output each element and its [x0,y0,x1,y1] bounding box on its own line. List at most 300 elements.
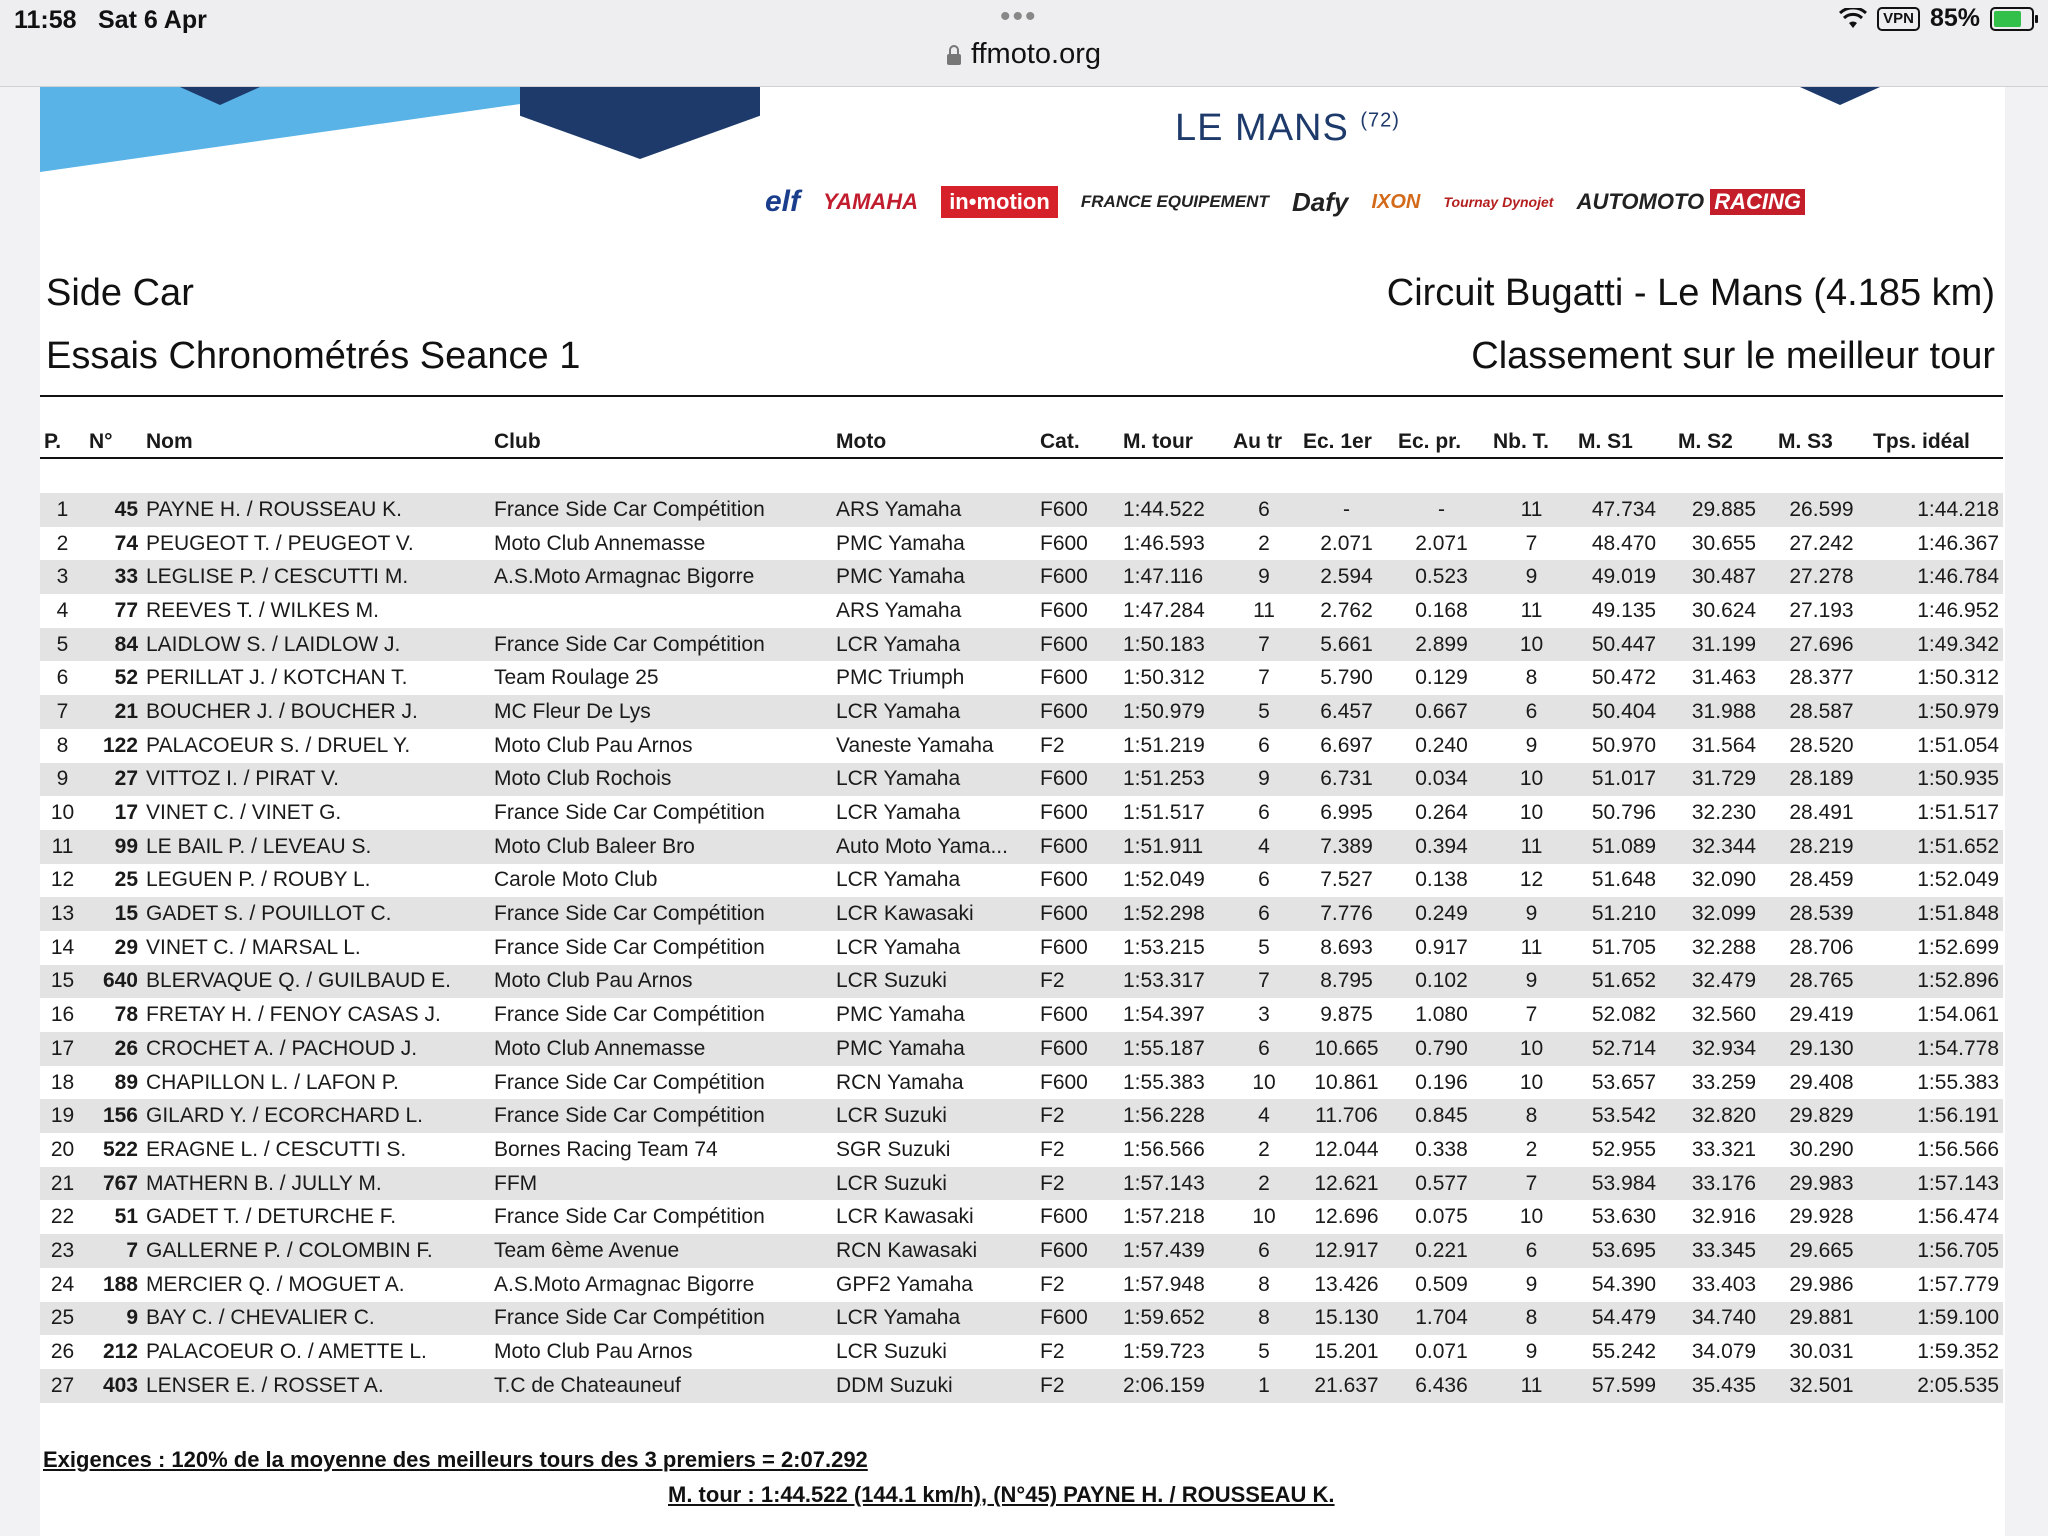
table-cell: 31.564 [1691,733,1757,757]
table-cell: 122 [102,733,138,757]
table-row [40,998,2003,1032]
table-cell: 53.657 [1591,1070,1657,1094]
table-cell: LEGLISE P. / CESCUTTI M. [142,560,490,594]
table-cell: 6.697 [1320,733,1373,757]
column-header: Cat. [1036,427,1119,458]
table-cell: 1:52.699 [1917,935,1999,959]
table-cell: 11 [40,830,85,864]
table-cell: 1:50.312 [1917,666,1999,690]
table-cell: CROCHET A. / PACHOUD J. [142,1032,490,1066]
table-cell: 25 [40,1302,85,1336]
table-row [40,1302,2003,1336]
table-cell: SGR Suzuki [836,1137,951,1161]
table-cell: 1:51.219 [1123,733,1205,757]
table-cell: 1:50.312 [1123,666,1205,690]
table-cell: F600 [1040,1070,1088,1094]
table-row [40,1032,2003,1066]
table-cell: France Side Car Compétition [494,1003,765,1027]
table-cell: 10 [1519,1205,1544,1229]
table-cell: 1:53.317 [1119,965,1229,999]
table-cell: 5 [1258,1340,1270,1364]
table-cell: 0.338 [1415,1137,1468,1161]
table-cell: 1:54.778 [1869,1032,2003,1066]
table-cell: 7 [1229,965,1299,999]
table-cell: 7 [1258,666,1270,690]
table-row [40,864,2003,898]
table-row [40,527,2003,561]
table-cell: F600 [1036,560,1119,594]
table-cell: F600 [1036,1032,1119,1066]
table-cell: MATHERN B. / JULLY M. [142,1167,490,1201]
table-cell: BAY C. / CHEVALIER C. [142,1302,490,1336]
table-row [40,594,2003,628]
table-cell: 12.044 [1314,1137,1379,1161]
sponsor-inmotion-logo: in•motion [941,186,1058,218]
table-cell: 30.624 [1691,598,1757,622]
table-cell: MERCIER Q. / MOGUET A. [146,1272,405,1296]
table-cell: 0.249 [1394,897,1489,931]
table-cell: Moto Club Annemasse [490,1032,832,1066]
table-cell: 28.706 [1789,935,1854,959]
column-header: Nom [142,427,490,458]
table-cell: 12.917 [1299,1234,1394,1268]
table-cell: F600 [1040,598,1088,622]
column-header: Ec. 1er [1299,427,1394,458]
table-row [40,1200,2003,1234]
table-cell: REEVES T. / WILKES M. [146,598,380,622]
table-cell: 15 [40,965,85,999]
table-cell: 5 [1229,695,1299,729]
table-cell: 6 [1489,1234,1574,1268]
table-cell: F600 [1040,1205,1088,1229]
table-cell: 1:57.143 [1119,1167,1229,1201]
table-cell: 1:57.779 [1917,1272,1999,1296]
table-cell: 12 [1519,868,1544,892]
table-cell: - [1299,493,1394,527]
superbike-logo [520,87,760,159]
table-cell: 9 [1525,1340,1538,1364]
sponsor-yamaha-logo: YAMAHA [823,189,919,214]
results-document [40,87,2005,1536]
status-time: 11:58 [14,6,77,34]
table-cell: 32.099 [1674,897,1774,931]
table-cell: 32.820 [1674,1099,1774,1133]
table-cell: 35.435 [1674,1369,1774,1403]
table-cell: PERILLAT J. / KOTCHAN T. [146,666,408,690]
table-cell: France Side Car Compétition [494,801,765,825]
table-cell: 27.193 [1789,598,1854,622]
vpn-badge: VPN [1877,7,1920,31]
table-cell: Moto Club Baleer Bro [490,830,832,864]
table-cell: 7 [40,695,85,729]
table-cell: 50.472 [1591,666,1657,690]
table-cell: F2 [1040,1137,1065,1161]
table-cell: 9 [1525,733,1538,757]
url-text: ffmoto.org [970,38,1102,70]
table-cell: 55.242 [1591,1340,1657,1364]
table-cell: 31.199 [1674,628,1774,662]
requirements-note: Exigences : 120% de la moyenne des meilleurs tours des 3 premiers = 2:07.292 [43,1447,868,1472]
table-cell: 8 [56,733,69,757]
table-cell: LE BAIL P. / LEVEAU S. [142,830,490,864]
table-cell: 1:52.049 [1123,868,1205,892]
table-cell: 89 [114,1070,138,1094]
table-cell: 32.288 [1691,935,1757,959]
table-cell: PALACOEUR O. / AMETTE L. [146,1340,427,1364]
best-lap-note: M. tour : 1:44.522 (144.1 km/h), (N°45) PAYNE H. / ROUSSEAU K. [668,1482,1335,1507]
table-cell: 8.693 [1320,935,1373,959]
table-cell: 6 [1229,897,1299,931]
table-cell: Moto Club Pau Arnos [490,965,832,999]
table-cell: 10 [1252,1070,1276,1094]
table-cell: Team 6ème Avenue [490,1234,832,1268]
table-cell: F600 [1040,666,1088,690]
table-cell: BLERVAQUE Q. / GUILBAUD E. [142,965,490,999]
table-cell: 28.539 [1774,897,1869,931]
table-cell: Auto Moto Yama... [832,830,1036,864]
table-cell: 4 [56,598,69,622]
table-cell: 1:51.517 [1917,801,1999,825]
table-cell: F600 [1040,868,1088,892]
table-cell: 0.394 [1394,830,1489,864]
table-cell: 17 [40,1032,85,1066]
table-cell: 1:52.896 [1869,965,2003,999]
race-category: Side Car [46,272,194,314]
table-cell: 5 [1258,935,1270,959]
table-cell: 29.983 [1774,1167,1869,1201]
table-cell: 0.034 [1394,763,1489,797]
table-cell: 9 [1229,763,1299,797]
table-cell: FRETAY H. / FENOY CASAS J. [146,1003,441,1027]
table-cell: 11 [1489,830,1574,864]
table-cell: 2 [1258,531,1270,555]
table-cell: 9 [1489,965,1574,999]
table-cell: 53.695 [1574,1234,1674,1268]
table-cell: 522 [102,1137,138,1161]
table-cell: 1:56.474 [1917,1205,1999,1229]
table-cell: 15.130 [1299,1302,1394,1336]
table-cell: 7 [1525,1003,1538,1027]
table-cell: F600 [1036,493,1119,527]
table-cell: 29.885 [1674,493,1774,527]
table-cell: 2.762 [1320,598,1373,622]
table-cell: 9 [1489,560,1574,594]
table-cell: 51 [114,1205,138,1229]
table-cell: 11 [1520,935,1543,959]
table-cell: 32.916 [1691,1205,1757,1229]
table-cell: 2 [1229,1167,1299,1201]
table-cell: ARS Yamaha [836,598,962,622]
table-cell: 50.404 [1574,695,1674,729]
table-cell: 34.740 [1674,1302,1774,1336]
table-cell: 1.704 [1394,1302,1489,1336]
table-cell: ERAGNE L. / CESCUTTI S. [146,1137,407,1161]
table-cell: 2.899 [1394,628,1489,662]
table-cell: 7 [1525,531,1538,555]
table-cell: 30.655 [1691,531,1757,555]
table-cell: 5.661 [1299,628,1394,662]
table-cell: 9 [85,1302,142,1336]
table-cell: 53.542 [1574,1099,1674,1133]
column-header: Ec. pr. [1394,427,1489,458]
table-cell: Moto Club Annemasse [494,531,706,555]
table-cell: 7.389 [1299,830,1394,864]
table-cell: 1:51.054 [1917,733,1999,757]
table-cell: 1:49.342 [1869,628,2003,662]
table-cell: LAIDLOW S. / LAIDLOW J. [142,628,490,662]
table-cell: 51.705 [1591,935,1657,959]
table-cell: 1:50.979 [1869,695,2003,729]
table-cell: 0.790 [1394,1032,1489,1066]
table-cell: 1:44.522 [1119,493,1229,527]
table-cell: 15.201 [1314,1340,1379,1364]
table-cell: 28.765 [1774,965,1869,999]
table-cell: 32.560 [1691,1003,1757,1027]
table-cell: 32.934 [1674,1032,1774,1066]
table-cell: 29.408 [1789,1070,1854,1094]
table-cell: 0.523 [1394,560,1489,594]
table-cell: 19 [40,1099,85,1133]
table-cell: 1:52.298 [1119,897,1229,931]
table-cell: 27.242 [1789,531,1854,555]
table-cell: 10.665 [1299,1032,1394,1066]
table-cell: 1:54.397 [1123,1003,1205,1027]
table-cell: Team Roulage 25 [494,666,659,690]
table-cell: 29.829 [1774,1099,1869,1133]
table-header-row [40,427,2003,458]
table-cell: LCR Yamaha [832,1302,1036,1336]
table-cell: A.S.Moto Armagnac Bigorre [494,1272,755,1296]
table-cell: 1:59.352 [1917,1340,1999,1364]
table-cell: 11 [1489,493,1574,527]
table-cell: 14 [50,935,75,959]
status-indicators [1839,4,2034,33]
table-cell: PEUGEOT T. / PEUGEOT V. [146,531,414,555]
table-cell: 1:50.183 [1119,628,1229,662]
table-cell: F2 [1036,1167,1119,1201]
table-cell: 33.403 [1691,1272,1757,1296]
table-cell: 1:44.218 [1869,493,2003,527]
table-cell: F2 [1040,1272,1065,1296]
table-cell: 52 [114,666,138,690]
table-cell: 1:46.593 [1123,531,1205,555]
table-cell: BOUCHER J. / BOUCHER J. [142,695,490,729]
table-cell: 1.080 [1415,1003,1468,1027]
table-cell [490,594,832,628]
table-cell: 57.599 [1574,1369,1674,1403]
table-row [40,1369,2003,1403]
table-cell: 6 [1258,733,1270,757]
table-cell: 1:50.935 [1869,763,2003,797]
table-cell: 32.090 [1691,868,1757,892]
table-cell: F600 [1036,1302,1119,1336]
table-cell: 11.706 [1299,1099,1394,1133]
table-cell: F600 [1040,1003,1088,1027]
table-cell: LCR Yamaha [836,801,961,825]
address-bar[interactable] [0,38,2048,71]
table-row [40,965,2003,999]
table-cell: 0.240 [1415,733,1468,757]
table-cell: 25 [114,868,138,892]
table-cell: 24 [50,1272,75,1296]
table-row [40,729,2003,763]
table-cell: 156 [85,1099,142,1133]
table-cell: 32.501 [1774,1369,1869,1403]
table-cell: DDM Suzuki [832,1369,1036,1403]
column-header: Club [490,427,832,458]
table-cell: 30.290 [1789,1137,1854,1161]
status-bar [0,0,2048,87]
table-cell: 0.845 [1394,1099,1489,1133]
status-date: Sat 6 Apr [98,6,207,34]
battery-percent: 85% [1929,4,1980,32]
table-cell: 48.470 [1591,531,1657,555]
table-cell: VINET C. / VINET G. [146,801,342,825]
table-cell: 8 [1489,1302,1574,1336]
table-cell: 29 [114,935,138,959]
ranking-basis: Classement sur le meilleur tour [1471,335,1995,377]
table-cell: LCR Yamaha [832,695,1036,729]
table-cell: 6 [1489,695,1574,729]
table-cell: 6 [1229,1032,1299,1066]
table-cell: 51.648 [1591,868,1657,892]
table-cell: FFM [490,1167,832,1201]
table-cell: 1:55.383 [1123,1070,1205,1094]
table-cell: 29.881 [1774,1302,1869,1336]
table-cell: France Side Car Compétition [494,1070,765,1094]
table-cell: VINET C. / MARSAL L. [146,935,361,959]
lock-icon [947,54,961,65]
table-cell: 33.321 [1691,1137,1757,1161]
table-cell: 22 [50,1205,75,1229]
table-row [40,661,2003,695]
table-cell: 7 [85,1234,142,1268]
table-cell: LCR Suzuki [832,1167,1036,1201]
sponsor-tournay-logo: Tournay Dynojet [1443,194,1554,210]
table-cell: GPF2 Yamaha [836,1272,973,1296]
table-cell: LCR Yamaha [836,868,961,892]
circuit-name: Circuit Bugatti - Le Mans (4.185 km) [1386,272,1995,314]
table-cell: 1:59.100 [1869,1302,2003,1336]
table-cell: 1:55.383 [1917,1070,1999,1094]
table-cell: LEGUEN P. / ROUBY L. [146,868,371,892]
table-cell: F600 [1040,935,1088,959]
table-cell: 0.577 [1394,1167,1489,1201]
table-cell: CHAPILLON L. / LAFON P. [146,1070,399,1094]
table-cell: 11 [1489,1369,1574,1403]
table-cell: 21.637 [1299,1369,1394,1403]
table-cell: 33.259 [1691,1070,1757,1094]
table-cell: A.S.Moto Armagnac Bigorre [490,560,832,594]
table-cell: 7.527 [1320,868,1373,892]
sponsor-ixon-logo: IXON [1371,190,1421,213]
table-cell: 99 [85,830,142,864]
table-cell: F2 [1040,1340,1065,1364]
multitask-dots-icon[interactable]: ••• [1000,0,1038,33]
table-cell: 7.776 [1299,897,1394,931]
table-cell: 11 [1520,598,1543,622]
table-cell: 29.665 [1774,1234,1869,1268]
table-cell: GADET T. / DETURCHE F. [146,1205,397,1229]
table-cell: 1:57.948 [1123,1272,1205,1296]
table-cell: 9 [1229,560,1299,594]
table-cell: 0.264 [1415,801,1468,825]
table-cell: PMC Triumph [836,666,965,690]
table-cell: 27 [85,763,142,797]
wifi-icon [1839,8,1867,30]
table-cell: 31.729 [1674,763,1774,797]
table-cell: F600 [1036,695,1119,729]
table-cell: 34.079 [1691,1340,1757,1364]
table-cell: 0.917 [1415,935,1468,959]
table-cell: 28.520 [1789,733,1854,757]
table-cell: 0.129 [1415,666,1468,690]
table-cell: 12 [50,868,75,892]
table-cell: France Side Car Compétition [490,1302,832,1336]
table-cell: 45 [85,493,142,527]
table-cell: 3 [40,560,85,594]
table-cell: 4 [1229,830,1299,864]
table-cell: 51.210 [1574,897,1674,931]
table-cell: F600 [1036,897,1119,931]
table-cell: RCN Yamaha [836,1070,964,1094]
table-cell: F2 [1036,1369,1119,1403]
table-cell: 84 [85,628,142,662]
table-cell: 49.135 [1591,598,1657,622]
column-header: N° [85,427,142,458]
table-cell: 51.017 [1574,763,1674,797]
table-cell: LENSER E. / ROSSET A. [142,1369,490,1403]
table-cell: 10 [50,801,75,825]
table-cell: PMC Yamaha [836,1003,965,1027]
table-cell: 2.071 [1320,531,1373,555]
table-cell: PMC Yamaha [832,1032,1036,1066]
table-cell: 0.138 [1415,868,1468,892]
table-cell: 0.196 [1415,1070,1468,1094]
table-cell: LCR Yamaha [832,763,1036,797]
sponsor-france-equipement-logo: FRANCE EQUIPEMENT [1080,192,1269,211]
table-cell: 0.667 [1394,695,1489,729]
table-cell: 2:05.535 [1869,1369,2003,1403]
table-body [40,458,2003,1403]
table-row [40,763,2003,797]
table-cell: 30.031 [1789,1340,1854,1364]
table-cell: LCR Yamaha [836,935,961,959]
table-cell: 1:56.566 [1123,1137,1205,1161]
table-cell: Vaneste Yamaha [836,733,994,757]
table-cell: LCR Yamaha [832,628,1036,662]
table-cell: 8 [1258,1272,1270,1296]
table-cell: ARS Yamaha [832,493,1036,527]
table-cell: LCR Suzuki [832,965,1036,999]
table-cell: 26 [85,1032,142,1066]
table-cell: 1:52.049 [1917,868,1999,892]
table-cell: France Side Car Compétition [490,628,832,662]
table-row [40,1133,2003,1167]
table-cell: 33 [85,560,142,594]
table-cell: 10 [1519,1070,1544,1094]
table-cell: 0.102 [1394,965,1489,999]
column-header: M. S3 [1774,427,1869,458]
table-cell: 4 [1229,1099,1299,1133]
table-cell: France Side Car Compétition [490,897,832,931]
table-cell: 47.734 [1574,493,1674,527]
table-cell: 29.986 [1789,1272,1854,1296]
table-cell: 1:57.143 [1869,1167,2003,1201]
table-row [40,628,2003,662]
table-cell: 17 [114,801,138,825]
table-cell: LCR Suzuki [836,1340,947,1364]
